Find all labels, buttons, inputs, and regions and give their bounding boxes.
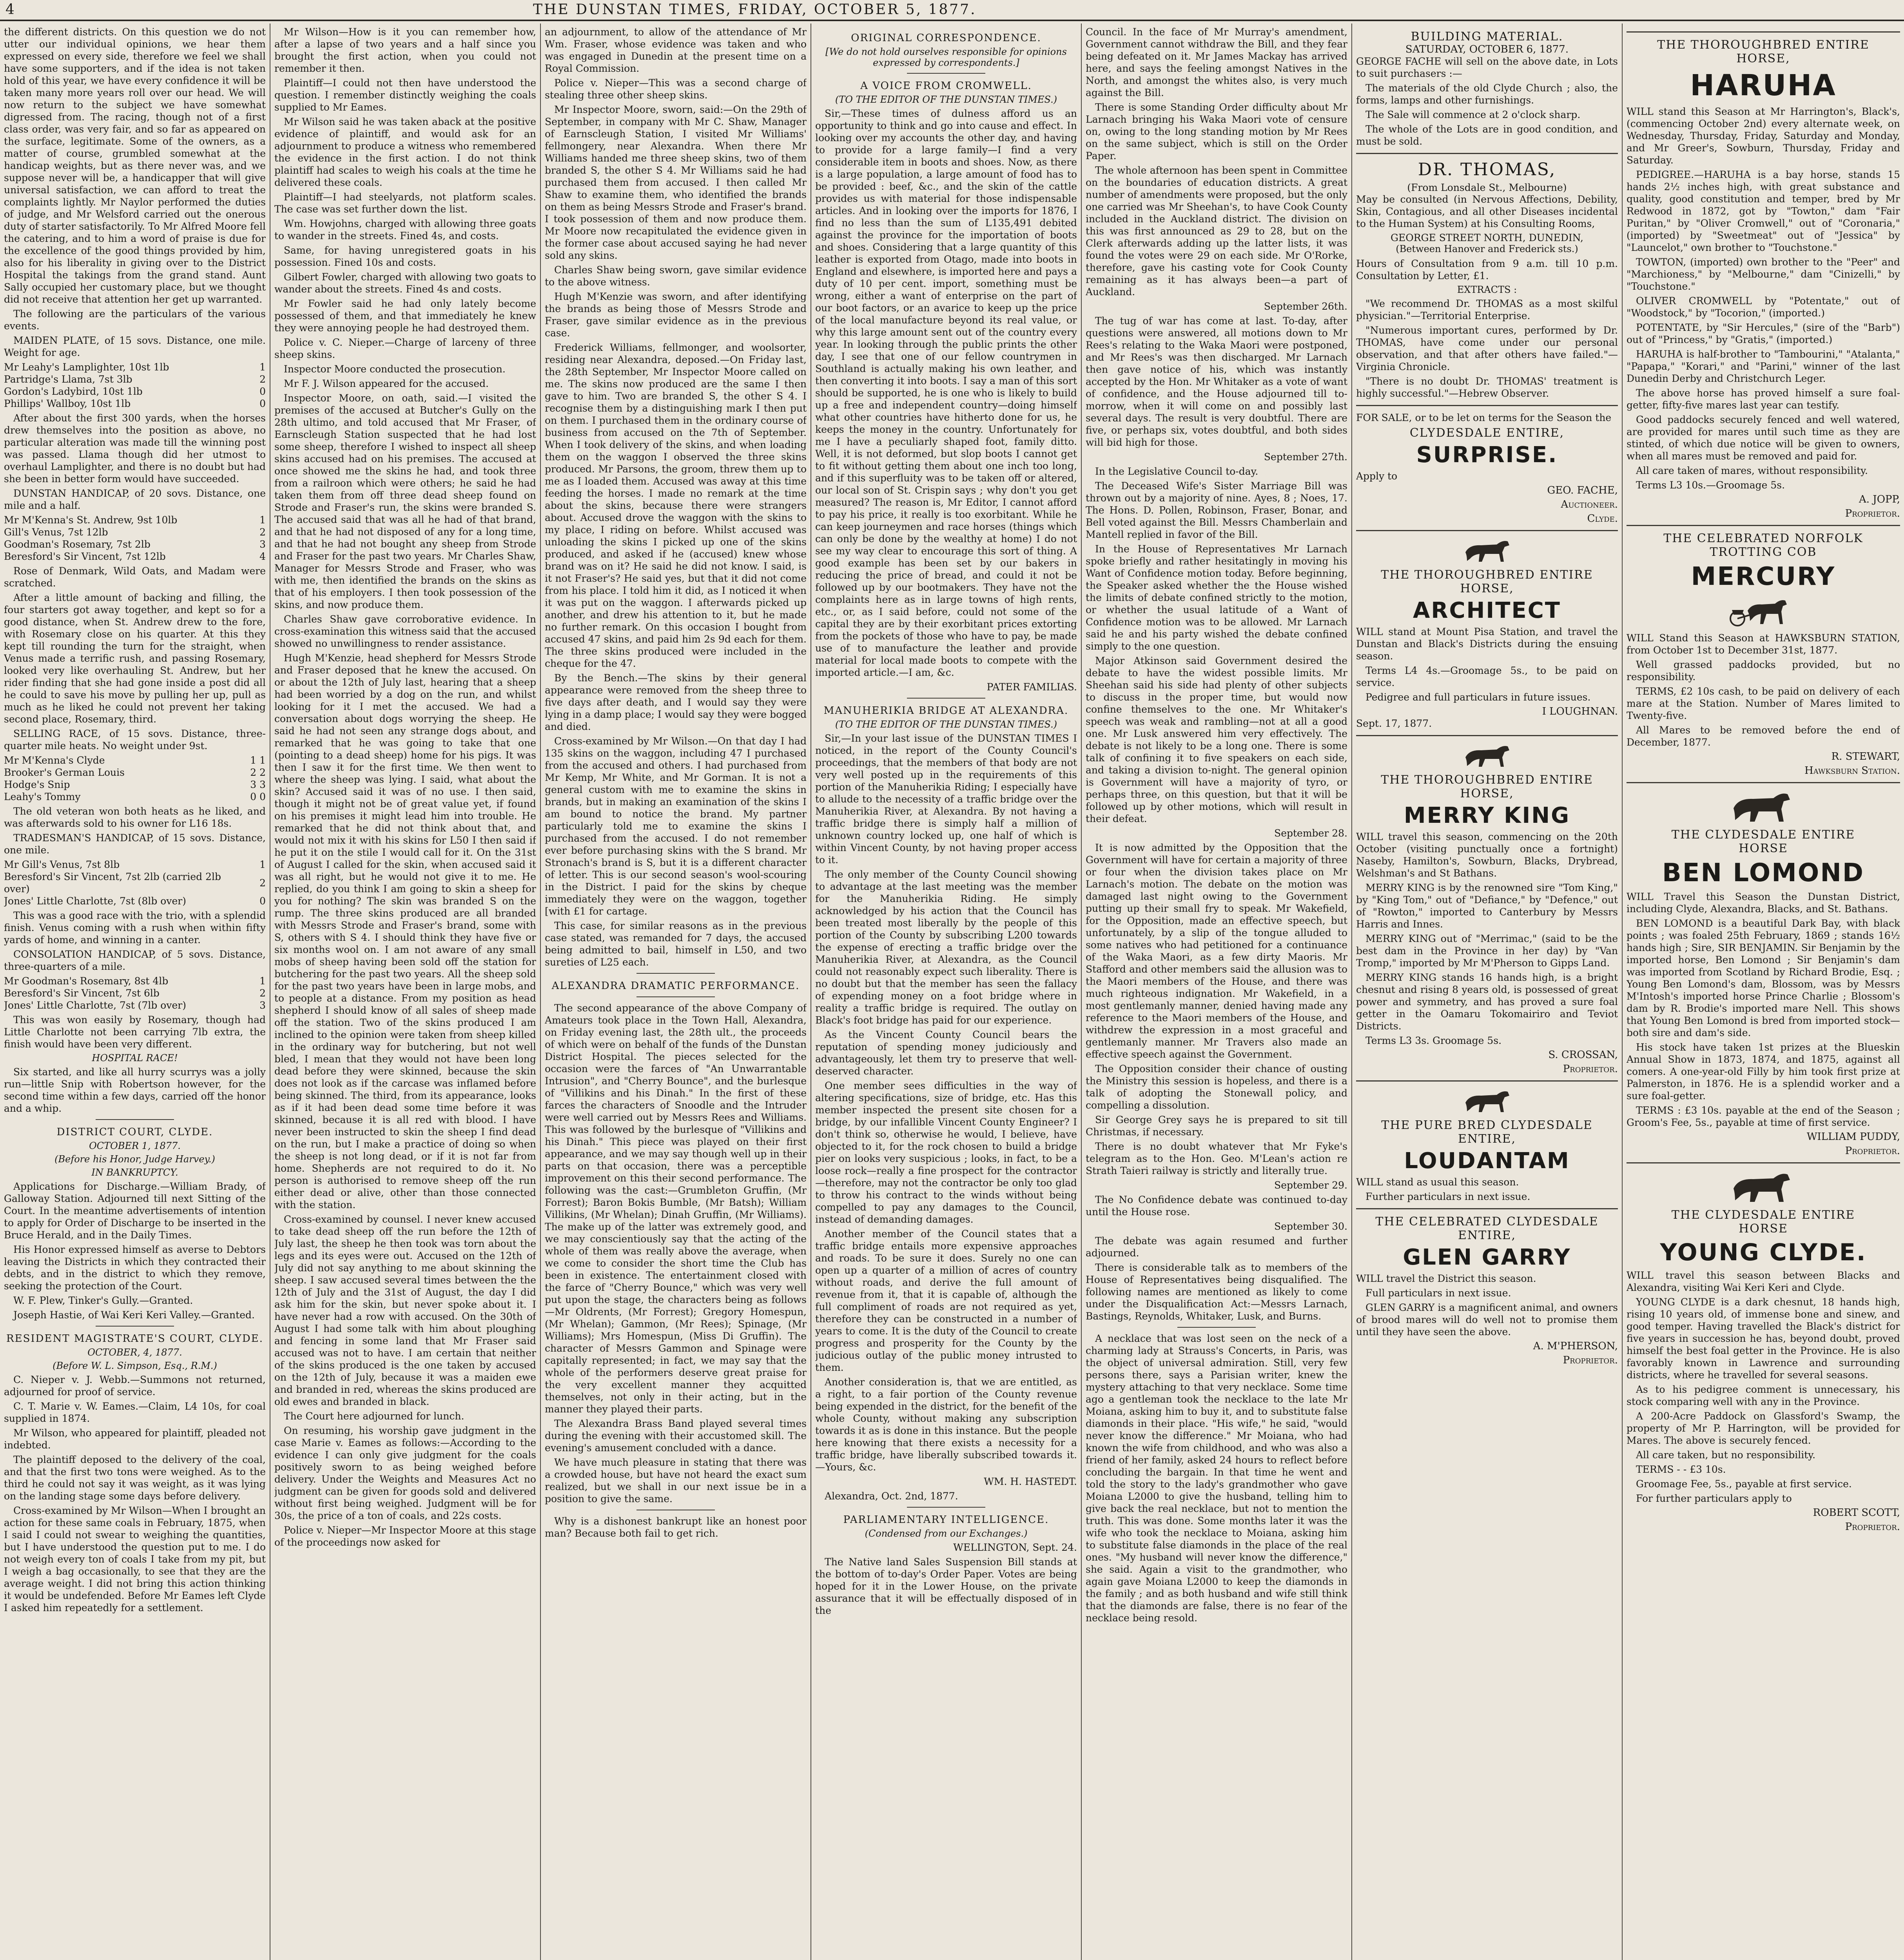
article-paragraph: Police v. C. Nieper.—Charge of larceny of three sheep skins. [274,337,536,360]
ad-text: WILL Stand this Season at HAWKSBURN STATION, from October 1st to December 31st, 1877. [1627,632,1900,656]
article-paragraph: Charles Shaw gave corroborative evidence. In cross-examination this witness said that the accused showed no unwillingness to render assistance. [274,613,536,649]
ad-signature: Proprietor. [1563,1354,1618,1366]
column-4 [815,26,1077,1960]
article-paragraph: Council. In the face of Mr Murray's amendment, Government cannot withdraw the Bill, and they fear being defeated on it. Mr James Mackay has arrived here, and says the feeling amongst Natives in the North, and amongst the whites also, is very much against the Bill. [1086,26,1347,98]
dateline: September 27th. [1264,451,1347,463]
cob-and-cart-icon [1724,595,1802,630]
table-row: Beresford's Sir Vincent, 7st 12lb 4 [4,551,266,562]
article-paragraph: Plaintiff—I had steelyards, not platform scales. The case was set further down the list. [274,191,536,215]
race-results-selling [4,754,266,803]
ad-text: Further particulars in next issue. [1365,1191,1530,1202]
ad-text: All care taken, but no responsibility. [1636,1449,1816,1461]
race-heading: SELLING RACE, of 15 sovs. Distance, three-quarter mile heats. No weight under 9st. [4,728,266,751]
article-paragraph: Six started, and like all hurry scurrys was a jolly run—little Snip with Robertson however, for the second time within a few days, carried off the honor and a whip. [4,1066,266,1114]
ad-heading: TROTTING COB [1710,545,1817,559]
article-paragraph: We have much pleasure in stating that there was a crowded house, but have not heard the exact sum realized, but we shall in our next issue be in a position to give the same. [545,1457,807,1504]
divider [1356,1080,1618,1082]
article-paragraph: There is considerable talk as to members of the House of Representatives being disqualified. The following names are mentioned as likely to come under the Disqualification Act:—Messrs Larnach, Bastings, Reynolds, Whitaker, Lusk, and Burns. [1086,1262,1347,1322]
table-row: Beresford's Sir Vincent, 7st 2lb (carried 2lb over) 2 [4,871,266,895]
ad-text: All Mares to be removed before the end of December, 1877. [1627,724,1900,748]
table-row: Brooker's German Louis 2 2 [4,767,266,778]
article-paragraph: Sir George Grey says he is prepared to sit till Christmas, if necessary. [1086,1114,1347,1138]
column-1 [4,26,266,1960]
article-paragraph: Gilbert Fowler, charged with allowing two goats to wander about the streets. Fined 4s and costs. [274,271,536,295]
dateline: September 30. [1274,1221,1347,1232]
ad-text: POTENTATE, by "Sir Hercules," (sire of the "Barb") out of "Princess," by "Gratis," (imported.) [1627,322,1900,345]
article-paragraph: It is now admitted by the Opposition that the Government will have for certain a majority of three or four when the division takes place on Mr Larnach's motion. The debate on the motion was damaged last night owing to the Government putting up their small fry to speak. Mr Wakefield, for the Opposition, made an effective speech, but unfortunately, by a slip of the tongue alluded to some natives who had petitioned for a continuance of the Waka Maori, as a few dirty Maoris. Mr Stafford and other members said the allusion was to the Maori members of the House, and there was much righteous indignation. Mr Wakefield, in a most gentlemanly manner, denied having made any reference to the Maori members of the House, and withdrew the expression in a most graceful and gentlemanly manner. Mr Travers also made an effective speech against the Government. [1086,842,1347,1060]
sub-heading: (Condensed from our Exchanges.) [865,1528,1028,1539]
article-paragraph: This was a good race with the trio, with a splendid finish. Venus coming with a rush when within fifty yards of home, and winning in a canter. [4,910,266,946]
table-row: Mr Goodman's Rosemary, 8st 4lb 1 [4,975,266,987]
table-row: Hodge's Snip 3 3 [4,779,266,790]
ad-dateline: SATURDAY, OCTOBER 6, 1877. [1405,44,1569,55]
article-paragraph: After about the first 300 yards, when the horses drew themselves into the position as above, no particular alteration was made till the winning post was passed. Llama though did her utmost to overhaul Lamplighter, and there is no doubt but had she been in better form would have succeeded. [4,412,266,485]
letter-paragraph: Sir,—In your last issue of the DUNSTAN TIMES I noticed, in the report of the County Council's proceedings, that the members of that body are not very well posted up in the requirements of this portion of the Manuherikia Riding; I especially have to allude to the necessity of a traffic bridge over the Manuherikia River, at Alexandra. By not having a traffic bridge there is simply half a million of unknown country locked up, one half of which is within Vincent County, by not having proper access to it. [815,733,1077,866]
column-6-ads [1356,26,1618,1960]
sub-heading: IN BANKRUPTCY. [91,1167,178,1178]
divider [1627,525,1900,526]
article-paragraph: The Opposition consider their chance of ousting the Ministry this session is hopeless, and there is a talk of adopting the Stonewall policy, and compelling a dissolution. [1086,1063,1347,1111]
article-paragraph: The Native land Sales Suspension Bill stands at the bottom of to-day's Order Paper. Votes are being hoped for it in the Lower House, on the private assurance that it will be effectually disposed of in the [815,1556,1077,1616]
article-paragraph: Inspector Moore, on oath, said.—I visited the premises of the accused at Butcher's Gully on the 28th ultimo, and told accused that Mr Fraser, of Earnscleugh Station suspected that he had lost some sheep, therefore I wished to inspect all sheep skins accused had on his premises. The accused at once showed me the skins he had, and took three from a railroon which were others; he said he had taken them from off three dead sheep found on Strode and Fraser's run, the skins were branded S. The accused said that was all he had of that brand, and that he had not disposed of any for a long time, and that he had not bought any sheep from Strode and Fraser for the past two years. Mr Charles Shaw, Manager for Messrs Strode and Fraser, who was with me, then identified the brands on the skins as that of his employers. I then took possession of the skins, and now produce them. [274,392,536,610]
ad-text: The materials of the old Clyde Church ; also, the forms, lamps and other furnishings. [1356,82,1618,106]
ad-text: A 200-Acre Paddock on Glassford's Swamp, the property of Mr P. Harrington, will be provided for Mares. The above is securely fenced. [1627,1410,1900,1446]
letter-paragraph: Another member of the Council states that a traffic bridge entails more expensive approaches and roads. To be sure it does. Surely no one can open up a quarter of a million of acres of country without roads, and derive the full amount of revenue from it, that it is capable of, although the full compliment of roads are not required as yet, therefore they can be constructed in a number of years to come. It is the duty of the Council to create progress and prosperity for the County by the judicious outlay of the public money intrusted to them. [815,1228,1077,1373]
ad-heading: THE PURE BRED CLYDESDALE [1381,1118,1593,1132]
editor-note: [We do not hold ourselves responsible for opinions expressed by correspondents.] [825,46,1067,68]
table-row: Gill's Venus, 7st 12lb 2 [4,526,266,538]
article-paragraph: The whole afternoon has been spent in Committee on the boundaries of education districts. A great number of amendments were proposed, but the only one carried was Mr Sheehan's, to have Cook County included in the Auckland district. The division on this was first announced as 29 to 28, but on the Clerk afterwards adding up the latter lists, it was found the votes were 29 on each side. Mr O'Rorke, therefore, gave his casting vote for Cook County remaining as it has always been—a part of Auckland. [1086,165,1347,298]
divider [907,1507,985,1508]
race-results-tradesman [4,858,266,907]
ad-signature: Proprietor. [1845,1145,1900,1157]
letter-paragraph: The only member of the County Council showing to advantage at the last meeting was the member for the Manuherikia Riding. He simply acknowledged by his action that the Council has been treated most liberally by the people of this portion of the County by subscribing L200 towards the expense of erecting a traffic bridge over the Manuherikia River, at Alexandra, as the Council could not reasonably expect such liberality. There is no doubt but that the member has seen the fallacy of expending money on a foot bridge where in reality a traffic bridge is required. The outlay on Black's foot bridge has paid for our experience. [815,869,1077,1026]
divider [1356,405,1618,406]
article-paragraph: The debate was again resumed and further adjourned. [1086,1235,1347,1259]
ad-horse-name: YOUNG CLYDE. [1660,1239,1867,1266]
article-paragraph: The No Confidence debate was continued to-day until the House rose. [1086,1194,1347,1218]
table-row: Mr Gill's Venus, 7st 8lb 1 [4,859,266,870]
article-paragraph: The Court here adjourned for lunch. [284,1410,464,1422]
ad-heading: THE CELEBRATED CLYDESDALE ENTIRE, [1375,1215,1599,1242]
ad-text: MERRY KING stands 16 hands high, is a bright chesnut and rising 8 years old, is possessed of great power and symmetry, and has proved a sure foal getter in the Oamaru Tokomairiro and Teviot Districts. [1356,972,1618,1032]
horse-icon [1462,742,1512,769]
ad-heading: HORSE [1739,842,1788,855]
ad-text: All care taken of mares, without responsibility. [1636,465,1868,476]
ad-heading: HORSE, [1460,787,1514,800]
race-results-consolation [4,975,266,1011]
article-paragraph: Mr Wilson said he was taken aback at the positive evidence of plaintiff, and would ask for an adjournment to produce a witness who remembered the evidence in the first action. I do not think plaintiff had scales to weigh his coals at the time he delivered these coals. [274,116,536,188]
ad-horse-name: GLEN GARRY [1403,1245,1571,1270]
dateline: September 28. [1274,828,1347,839]
article-paragraph: The following are the particulars of the various events. [4,308,266,332]
column-5 [1086,26,1347,1960]
article-paragraph: The second appearance of the above Company of Amateurs took place in the Town Hall, Alexandra, on Friday evening last, the 28th ult., the proceeds of which were on behalf of the funds of the Dunstan District Hospital. The pieces selected for the occasion were the farces of "An Unwarrantable Intrusion", and "Cherry Bounce", and the burlesque of "Villikins and his Dinah." In the first of these farces the characters of Snoodle and the Intruder were well carried out by Messrs Rees and Williams. This was followed by the burlesque of "Villikins and his Dinah." This piece was played on their first appearance, and we may say though well up in their parts on that occasion, there was a perceptible improvement on this their second performance. The following was the cast:—Grumbleton Gruffin, (Mr Forrest); Baron Bokis Bumble, (Mr Batsh); William Villikins, (Mr Whelan); Dinah Gruffin, (Mr Williams). The make up of the latter was extremely good, and we may conscientiously say that the acting of the whole of them was really above the average, when we come to consider the short time the Club has been in existence. The entertainment closed with the farce of "Cherry Bounce," which was very well put upon the stage, the characters being as follows—Mr Oldrents, (Mr Forrest); Gregory Homespun, (Mr Whelan); Gammon, (Mr Rees); Spinage, (Mr Williams); Mrs Homespun, (Miss Di Gruffin). The character of Messrs Gammon and Spinage were capitally represented; in fact, we may say that the whole of the performers deserve great praise for the very excellent manner they acquitted themselves, not only in their acting, but in the manner they played their parts. [545,1002,807,1415]
divider [907,698,985,699]
ad-signature: Proprietor. [1563,1063,1618,1075]
ad-text: TERMS : £3 10s. payable at the end of the Season ; Groom's Fee, 5s., payable at time of first service. [1627,1105,1900,1128]
ad-horse-name: LOUDANTAM [1404,1148,1570,1174]
page-title: THE DUNSTAN TIMES, FRIDAY, OCTOBER 5, 1877. [533,2,977,18]
ad-text: WILL Travel this Season the Dunstan District, including Clyde, Alexandra, Blacks, and St. Bathans. [1627,891,1900,915]
article-paragraph: Cross-examined by Mr Wilson—When I brought an action for these same coals in February, 1875, when I said I could not swear to weighing the quantities, but I have understood the question put to me. I do not weigh every ton of coals I take from my pit, but I weigh a bag occasionally, to see that they are the average weight. I did not bring this action thinking it would be undefended. Before Mr Eames left Clyde I asked him repeatedly for a settlement. [4,1505,266,1613]
ad-signature: Hawksburn Station. [1804,765,1900,777]
letter-paragraph: One member sees difficulties in the way of altering specifications, size of bridge, etc. Has this member inspected the present site chosen for a bridge, by our infallible Vincent County Engineer? I don't think so, otherwise he would, I believe, have objected to it, for the rock chosen to build a bridge pier on looks very suspicious ; looks, in fact, to be a loose rock—really a fine prospect for the contractor—therefore, may not the contractor be only too glad to throw his contract to the winds without being compelled to pay any damages to the Council, instead of demanding damages. [815,1080,1077,1225]
ad-heading: THE THOROUGHBRED ENTIRE [1381,568,1593,582]
article-paragraph: C. Nieper v. J. Webb.—Summons not returned, adjourned for proof of service. [4,1374,266,1397]
divider [636,973,715,974]
divider [636,996,715,997]
ad-quote: "Numerous important cures, performed by Dr. THOMAS, have come under our personal observation, and that after others have failed."—Virginia Chronicle. [1356,325,1618,372]
dateline: September 26th. [1264,301,1347,312]
ad-address: GEORGE STREET NORTH, DUNEDIN, [1391,232,1583,243]
letter-paragraph: Sir,—These times of dulness afford us an opportunity to think and go into cause and effect. In looking over my accounts the other day, and having to provide for a large family—I find a very considerable item in boots and shoes. Now, as there is a large population, a large amount of food has to be provided : beef, &c., and the skin of the cattle provides us with material for those indispensable articles. And in looking over the imports for 1876, I find no less than the sum of L135,491 debited against the province for the importation of boots and shoes. Considering that a large quantity of this leather is exported from Otago, made into boots in England and elsewhere, is imported here and pays a duty of 10 per cent. import, something must be wrong, either a want of enterprise on the part of our boot factors, or an avarice to keep up the price of the local manufacture beyond its real value, or why this large amount sent out of the country every year. In looking through the public prints the other day, I see that one of our fellow countrymen in Southland is actually making his own leather, and then converting it into boots. I say a man of this sort should be supported, he is one who is likely to build up a free and independent country—doing himself what other countries have hitherto done for us, he keeps the money in the country. Unfortunately for me I have a peculiarly shaped foot, family ditto. Well, it is not deformed, but slop boots I cannot get to fit without getting them about one inch too long, and if this superfluity was to be taken off or altered, our local son of St. Crispin says ; why don't you get measured? The reason is, Mr Editor, I cannot afford to pay his price, it really is too exorbitant. While he can keep journeymen and race horses (things which can only be done by the wealthy at home) I do not see my way clear to encourage this sort of thing. A good example has been set by our bakers in reducing the price of bread, and could it not be followed up by our bootmakers. They have not the complaints here as in large towns of high rents, etc., or, as I said before, could not some of the capital they are by their exorbitant prices extorting from the pockets of those who have to pay, be made use of to manufacture the leather and provide material for local made boots to compete with the imported article.—I am, &c. [815,108,1077,678]
ad-text: OLIVER CROMWELL by "Potentate," out of "Woodstock," by "Tocorion," (imported.) [1627,295,1900,319]
article-paragraph: Wm. Howjohns, charged with allowing three goats to wander in the streets. Fined 4s, and costs. [274,218,536,241]
column-rule [1622,24,1623,1960]
dateline: September 29. [1274,1180,1347,1191]
article-paragraph: Applications for Discharge.—William Brady, of Galloway Station. Adjourned till next Sitting of the Court. In the meantime advertisements of intention to apply for Order of Discharge to be inserted in the Bruce Herald, and in the Daily Times. [4,1181,266,1241]
article-paragraph: the different districts. On this question we do not utter our individual opinions, we hear them expressed on every side, therefore we feel we shall have some supporters, and if the idea is not taken hold of this year, we have every confidence it will be taken many more years roll over our head. We will now return to the subject we have somewhat digressed from. The racing, though not of a first class order, was very fair, and so far as appeared on the surface, legitimate. Some of the owners, as a matter of course, grumbled somewhat at the handicap weights, but as there never was, and we suppose never will be, a handicapper that will give universal satisfaction, we can afford to treat the complaints lightly. Mr Naylor performed the duties of judge, and Mr Welsford carried out the onerous duty of starter satisfactorily. To Mr Alfred Moore fell the catering, and to him a word of praise is due for the excellence of the good things provided by him, also for his liberality in giving over to the District Hospital the takings from the grand stand. Aunt Sally occupied her customary place, but we thought did not receive that attention her get up warranted. [4,26,266,305]
column-rule [540,24,541,1960]
race-heading: MAIDEN PLATE, of 15 sovs. Distance, one mile. Weight for age. [4,335,266,358]
article-paragraph: In the Legislative Council to-day. [1095,466,1258,477]
article-paragraph: There is some Standing Order difficulty about Mr Larnach bringing his Waka Maori vote of censure on, owing to the long standing motion by Mr Rees on the same subject, which is still on the Order Paper. [1086,102,1347,162]
race-heading: CONSOLATION HANDICAP, of 5 sovs. Distance, three-quarters of a mile. [4,949,266,972]
ad-text: YOUNG CLYDE is a dark chesnut, 18 hands high, rising 10 years old, of immense bone and sinew, and good temper. Having travelled the Black's district for five years in succession he has, beyond doubt, proved himself the best foal getter in the Province. He is also favorably known in Lawrence and surrounding districts, where he travelled for several seasons. [1627,1296,1900,1381]
article-paragraph: This case, for similar reasons as in the previous case stated, was remanded for 7 days, the accused being admitted to bail, himself in L50, and two sureties of L25 each. [545,920,807,968]
ad-text: FOR SALE, or to be let on terms for the Season the [1356,412,1612,423]
ad-text: His stock have taken 1st prizes at the Blueskin Annual Show in 1873, 1874, and 1875, against all comers. A one-year-old Filly by him took first prize at Palmerston, in 1876. He is a splendid worker and a sure foal-getter. [1627,1042,1900,1102]
ad-text: MERRY KING is by the renowned sire "Tom King," by "King Tom," out of "Defiance," by "Defence," out of "Rowton," imported to Canterbury by Messrs Harris and Innes. [1356,882,1618,930]
table-row: Beresford's Sir Vincent, 7st 6lb 2 [4,987,266,999]
ad-heading: THE CELEBRATED NORFOLK [1663,532,1863,545]
article-paragraph: Charles Shaw being sworn, gave similar evidence to the above witness. [545,264,807,288]
column-2 [274,26,536,1960]
table-row: Jones' Little Charlotte, 7st (8lb over) 0 [4,895,266,907]
ad-address: (Between Hanover and Frederick sts.) [1396,243,1578,254]
ad-text: Full particulars in next issue. [1365,1287,1511,1299]
dateline: OCTOBER, 4, 1877. [87,1347,182,1358]
letter-paragraph: As the Vincent County Council bears the reputation of spending money judiciously and advantageously, let them try to preserve that well-deserved character. [815,1029,1077,1077]
ad-signature: Proprietor. [1845,1521,1900,1533]
divider [1627,782,1900,783]
table-row: Goodman's Rosemary, 7st 2lb 3 [4,539,266,550]
ad-signature: A. JOPP, [1859,494,1900,505]
table-row: Mr M'Kenna's St. Andrew, 9st 10lb 1 [4,514,266,526]
horse-icon [1462,1087,1512,1114]
ad-signature: GEO. FACHE, [1547,485,1618,496]
ad-horse-name: HARUHA [1690,69,1837,102]
article-paragraph: The Alexandra Brass Band played several times during the evening with their accustomed skill. The evening's amusement concluded with a dance. [545,1418,807,1454]
article-paragraph: Why is a dishonest bankrupt like an honest poor man? Because both fail to get rich. [545,1515,807,1539]
ad-signature: Auctioneer. [1561,499,1618,510]
article-paragraph: Rose of Denmark, Wild Oats, and Madam were scratched. [4,565,266,589]
ad-subheading: (From Lonsdale St., Melbourne) [1407,182,1567,193]
article-paragraph: After a little amount of backing and filling, the four starters got away together, and kept so for a good distance, when St. Andrew drew to the fore, with Rosemary close on his quarter. At this they kept till rounding the turn for the straight, when Venus made a terrific rush, and passing Rosemary, looked very like overhauling St. Andrew, but her rider finding that she had gone inside a post did all he could to save his move by pulling her up, pull as much as he liked he could not prevent her taking second place, Rosemary, third. [4,592,266,725]
article-paragraph: On resuming, his worship gave judgment in the case Marie v. Eames as follows:—According to the evidence I can only give judgment for the coals positively sworn to as being weighed before delivery. Under the Weights and Measures Act no judgment can be given for goods sold and delivered without first being weighed. Judgment will be for 30s, the price of a ton of coals, and 22s costs. [274,1425,536,1521]
divider [1356,153,1618,154]
ad-heading: HORSE [1739,1222,1788,1236]
divider [1356,1208,1618,1209]
ad-text: BEN LOMOND is a beautiful Dark Bay, with black points ; was foaled 25th February, 1869 ; stands 16½ hands high ; Sire, SIR BENJAMIN. Sir Benjamin by the imported horse, Ben Lomond ; Sir Benjamin's dam was imported from Scotland by Richard Brodie, Esq. ; Young Ben Lomond's dam, Blossom, was by Messrs M'Intosh's imported horse Prince Charlie ; Blossom's dam by R. Brodie's imported mare Nell. This shows that Young Ben Lomond is bred from imported stock—both sire and dam's side. [1627,918,1900,1038]
article-paragraph: Same, for having unregistered goats in his possession. Fined 10s and costs. [274,245,536,268]
ad-horse-name: MERCURY [1691,562,1836,591]
ad-signature: S. CROSSAN, [1548,1049,1618,1061]
ad-quote: "We recommend Dr. THOMAS as a most skilful physician."—Territorial Enterprise. [1356,298,1618,321]
article-paragraph: The Deceased Wife's Sister Marriage Bill was thrown out by a majority of nine. Ayes, 8 ; Noes, 17. The Hons. D. Pollen, Robinson, Fraser, Bonar, and Bell voted against the Bill. Messrs Chamberlain and Mantell replied in favor of the Bill. [1086,480,1347,540]
ad-text: For further particulars apply to [1636,1493,1792,1504]
ad-horse-name: SURPRISE. [1416,442,1558,468]
divider [1177,1327,1256,1328]
horse-icon [1462,537,1512,564]
section-heading: ORIGINAL CORRESPONDENCE. [851,32,1041,44]
ad-text: May be consulted (in Nervous Affections, Debility, Skin, Contagious, and all other Diseases incidental to the Human System) at his Consulting Rooms, [1356,194,1618,229]
divider [96,1119,174,1120]
ad-heading: THE CLYDESDALE ENTIRE [1671,1208,1855,1222]
court-before: (Before W. L. Simpson, Esq., R.M.) [53,1360,217,1371]
ad-text: WILL travel the District this season. [1356,1273,1536,1284]
letter-place: Alexandra, Oct. 2nd, 1877. [825,1490,958,1502]
ad-text: The whole of the Lots are in good condition, and must be sold. [1356,123,1618,147]
ad-heading: THE CLYDESDALE ENTIRE [1671,828,1855,842]
ad-heading: BUILDING MATERIAL. [1411,30,1563,44]
article-paragraph: Mr F. J. Wilson appeared for the accused. [284,378,489,389]
ad-horse-name: BEN LOMOND [1662,858,1865,887]
article-paragraph: His Honor expressed himself as averse to Debtors leaving the Districts in which they contracted their debts, and in the district to which they remove, seeking the protection of the Court. [4,1244,266,1292]
ad-heading: THE THOROUGHBRED ENTIRE [1381,773,1593,787]
ad-signature: WILLIAM PUDDY, [1806,1131,1900,1143]
divider [96,1326,174,1327]
ad-text: PEDIGREE.—HARUHA is a bay horse, stands 15 hands 2½ inches high, with great substance and quality, good constitution and temper, bred by Mr Redwood in 1872, got by "Towton," dam "Fair Puritan," by "Oliver Cromwell," out of "Coronaria," (imported) by "Sweetmeat" out of "Jessica" by "Launcelot," own brother to "Touchstone." [1627,169,1900,253]
article-paragraph: Inspector Moore conducted the prosecution. [284,363,506,375]
page-number: 4 [5,2,16,18]
section-heading: MANUHERIKIA BRIDGE AT ALEXANDRA. [823,705,1069,717]
ad-horse-name: MERRY KING [1404,803,1570,828]
table-row: Gordon's Ladybird, 10st 1lb 0 [4,386,266,397]
column-3 [545,26,807,1960]
ad-signature: A. M'PHERSON, [1533,1340,1618,1352]
ad-text: WILL travel this season, commencing on the 20th October (visiting punctually once a fortnight) Naseby, Hamilton's, Sowburn, Blacks, Drybread, Welshman's and St Bathans. [1356,831,1618,879]
ad-text: TOWTON, (imported) own brother to the "Peer" and "Marchioness," by "Melbourne," dam "Cinizelli," by "Touchstone." [1627,256,1900,292]
ad-text: GLEN GARRY is a magnificent animal, and owners of brood mares will do well not to promise them until they have seen the above. [1356,1302,1618,1338]
race-heading: TRADESMAN'S HANDICAP, of 15 sovs. Distance, one mile. [4,832,266,856]
divider [1627,1162,1900,1163]
ad-text: WILL travel this season between Blacks and Alexandra, visiting Wai Keri Keri and Clyde. [1627,1270,1900,1293]
article-paragraph: Major Atkinson said Government desired the debate to have the widest possible limits. Mr Sheehan said his side had plenty of other subjects to discuss in the proper time, but would now confine themselves to the one. Mr Whitaker's speech was weak and rambling—not at all a good one. Mr Lusk answered him very effectively. The debate is not likely to be a long one. There is some talk of confining it to five speakers on each side, and taking a division to-night. The general opinion is Government will have a majority of tyro, or perhaps three, on this question, but that it will be followed up by other motions, which will result in their defeat. [1086,655,1347,824]
sub-heading: (TO THE EDITOR OF THE DUNSTAN TIMES.) [835,94,1057,105]
column-rule [1351,24,1352,1960]
table-row: Partridge's Llama, 7st 3lb 2 [4,374,266,385]
divider [907,73,985,74]
table-row: Mr M'Kenna's Clyde 1 1 [4,755,266,766]
divider [1627,31,1900,33]
table-row: Mr Leahy's Lamplighter, 10st 1lb 1 [4,361,266,373]
ad-signature: Clyde. [1587,513,1618,524]
table-row: Leahy's Tommy 0 0 [4,791,266,802]
article-paragraph: Mr Inspector Moore, sworn, said:—On the 29th of September, in company with Mr C. Shaw, Manager of Earnscleugh Station, I visited Mr Williams' fellmongery, near Alexandra. When there Mr Williams handed me three sheep skins, two of them branded S, the other S 4. Mr Williams said he had purchased them from accused. I then called Mr Shaw to examine them, who identified the brands on them as being Messrs Strode and Fraser's brand. I took possession of them and now produce them. Mr Moore now recapitulated the evidence given in the former case about accused saying he had never sold any skins. [545,104,807,261]
ad-text: Terms L4 4s.—Groomage 5s., to be paid on service. [1356,665,1618,688]
section-heading: DISTRICT COURT, CLYDE. [56,1126,213,1138]
ad-signature: Proprietor. [1845,508,1900,519]
race-heading: DUNSTAN HANDICAP, of 20 sovs. Distance, one mile and a half. [4,488,266,511]
divider [1356,735,1618,736]
section-heading: PARLIAMENTARY INTELLIGENCE. [843,1514,1049,1526]
ad-text: TERMS - - £3 10s. [1636,1464,1726,1475]
article-paragraph: Hugh M'Kenzie was sworn, and after identifying the brands as being those of Messrs Strode and Fraser, gave similar evidence as in the previous case. [545,291,807,339]
column-rule [1081,24,1082,1960]
article-paragraph: Police v. Nieper—This was a second charge of stealing three other sheep skins. [545,77,807,101]
ad-text: Terms L3 10s.—Groomage 5s. [1636,479,1785,491]
ad-text: Apply to [1356,470,1398,482]
ad-text: Pedigree and full particulars in future issues. [1365,691,1591,703]
article-paragraph: This was won easily by Rosemary, though had Little Charlotte not been carrying 7lb extra, the finish would have been very different. [4,1014,266,1050]
ad-text: HARUHA is half-brother to "Tambourini," "Atalanta," "Papapa," "Korari," and "Parini," winner of the last Dunedin Derby and Christchurch Leger. [1627,348,1900,384]
horse-icon [1728,1169,1799,1204]
race-results-maiden [4,361,266,410]
ad-text: Hours of Consultation from 9 a.m. till 10 p.m. Consultation by Letter, £1. [1356,258,1618,281]
court-before: (Before his Honor, Judge Harvey.) [54,1154,215,1165]
dateline: OCTOBER 1, 1877. [89,1140,181,1151]
ad-signature: I LOUGHNAN. [1542,706,1618,717]
article-paragraph: W. F. Plew, Tinker's Gully.—Granted. [13,1295,193,1306]
article-paragraph: Mr Fowler said he had only lately become possessed of them, and that immediately he knew they were annoying people he had destroyed them. [274,298,536,334]
ad-text: Well grassed paddocks provided, but no responsibility. [1627,659,1900,682]
divider [1356,530,1618,531]
article-paragraph: Plaintiff—I could not then have understood the question. I remember distinctly weighing the coals supplied to Mr Eames. [274,77,536,113]
ad-text: WILL stand this Season at Mr Harrington's, Black's, (commencing October 2nd) every alternate week, on Wednesday, Thursday, Friday, Saturday and Monday, and Mr Greer's, Sowburn, Thursday, Friday and Saturday. [1627,106,1900,166]
ad-text: GEORGE FACHE will sell on the above date, in Lots to suit purchasers :— [1356,56,1618,79]
ad-heading: HORSE, [1460,582,1514,595]
ad-heading: ENTIRE, [1458,1132,1516,1146]
ad-heading: DR. THOMAS, [1418,160,1556,180]
article-paragraph: The tug of war has come at last. To-day, after questions were answered, all motions down to Mr Rees's relating to the Waka Maori were postponed, and Mr Rees's was then discharged. Mr Larnach then gave notice of his, which was instantly accepted by the Hon. Mr Whitaker as a vote of want of confidence, and the House adjourned till to-morrow, when it will come on and possibly last several days. The result is very doubtful. There are five, or perhaps six, votes doubtful, and both sides will bid high for those. [1086,315,1347,448]
article-paragraph: There is no doubt whatever that Mr Fyke's telegram as to the Hon. Geo. M'Lean's action re Strath Taieri railway is strictly and literally true. [1086,1141,1347,1176]
race-results-dunstan [4,514,266,563]
article-paragraph: Hugh M'Kenzie, head shepherd for Messrs Strode and Fraser deposed that he knew the accused. On or about the 12th of July last, hearing that a sheep had been worried by a dog on the run, and whilst looking for it I met the accused. We had a conversation about dogs worrying the sheep. He said he had not seen any strange dogs about, and remarked that he was going to take that one (pointing to a dead sheep) home for his pigs. It was then I saw it for the first time. We then went to where the sheep was lying. I said, what about the skin? Accused said it was of no use. I then said, though it might not be of great value yet, if found on his premises it might lead him into trouble. He remarked that he did not think about that, and would not mix it with his skins for L50 I then said if he put it on the stile I would call for it. On the 31st of August I called for the skin, when accused said it was all right, but he would not give it to me. He replied, do you think I am going to skin a sheep for you for nothing? The skin was branded S on the rump. The three skins produced are all branded with Messrs Strode and Fraser's brand, some with S, others with S 4. I should think they have five or six months wool on. I am not aware of any small mobs of sheep having been sold off the station for butchering for the past two years. All the sheep sold for the past two years have been in large mobs, and to people at a distance. From my position as head shepherd I should know of all sales of sheep made off the station. Two of the skins produced I am inclined to the opinion were taken from sheep killed in the ordinary way for butchering, but not well bled, I mean that they would not have been long dead before they were skinned, because the skin does not look as if the carcase was inflamed before being skinned. The third, from its appearance, looks as if it had been dead some time before it was skinned, because it is all red with blood. I have never been instructed to skin the sheep I find dead on the run, but I make a practice of doing so when the sheep is not long dead, or if it is not far from home. Shepherds are not required to do it. No person is authorised to remove sheep off the run either dead or alive, other than those connected with the station. [274,652,536,1210]
column-7-ads [1627,26,1900,1960]
article-paragraph: C. T. Marie v. W. Eames.—Claim, L4 10s, for coal supplied in 1874. [4,1401,266,1424]
ad-text: WILL stand at Mount Pisa Station, and travel the Dunstan and Black's Districts during the ensuing season. [1356,626,1618,662]
letter-signature: PATER FAMILIAS. [986,681,1077,693]
masthead [0,0,1904,21]
race-heading: HOSPITAL RACE! [92,1053,178,1063]
ad-text: Terms L3 3s. Groomage 5s. [1365,1035,1502,1046]
ad-text: WILL stand as usual this season. [1356,1176,1519,1188]
ad-text: The Sale will commence at 2 o'clock sharp. [1365,109,1581,120]
ad-text: MERRY KING out of "Merrimac," (said to be the best dam in the Province in her day) by "Van Tromp," imported by Mr M'Pherson to Gipps Land. [1356,933,1618,969]
article-paragraph: A necklace that was lost seen on the neck of a charming lady at Strauss's Concerts, in Paris, was the object of universal admiration. Still, very few persons there, says a Parisian writer, knew the mystery attaching to that very necklace. Some time ago a gentleman took the necklace to the late Mr Moiana, asking him to buy it, and to substitute false diamonds in their place. "His wife," he said, "would never know the difference." Mr Moiana, who had known the wife from childhood, and who was also a friend of her family, asked 24 hours to reflect before concluding the bargain. In that time he went and told the story to the lady's grandmother who gave Moiana L2000 to give the husband, telling him to give back the real necklace, but not to mention the truth. This was done. Some months later it was the wife who took the necklace to Moiana, asking him to substitute false diamonds in the place of the real ones. "My husband will never know the difference," she said. Again a visit to the grandmother, who again gave Moiana L2000 to keep the diamonds in the family ; and as both husband and wife still think that the diamonds are false, there is no fear of the necklace being resold. [1086,1333,1347,1624]
ad-text: As to his pedigree comment is unnecessary, his stock comparing well with any in the Province. [1627,1384,1900,1407]
letter-paragraph: Another consideration is, that we are entitled, as a right, to a fair portion of the County revenue being expended in the district, for the benefit of the whole County, without making any subscription towards it as is done in this instance. But the people here knowing that there exists a necessity for a traffic bridge, have liberally subscribed towards it.—Yours, &c. [815,1376,1077,1473]
ad-signature: R. STEWART, [1831,751,1900,762]
ad-text: Good paddocks securely fenced and well watered, are provided for mares until such time as they are stinted, of which due notice will be given to owners, when all mares must be removed and paid for. [1627,414,1900,462]
section-heading: RESIDENT MAGISTRATE'S COURT, CLYDE. [6,1333,263,1345]
article-paragraph: Frederick Williams, fellmonger, and woolsorter, residing near Alexandra, deposed.—On Friday last, the 28th September, Mr Inspector Moore called on me. The skins now produced are the same I then gave to him. Two are branded S, the other S 4. I recognise them by a distinguishing mark I then put on them. I purchased them in the ordinary course of business from accused on the 7th of September. When I took delivery of the skins, and when loading them on the waggon I observed the three skins produced. Mr Parsons, the groom, threw them up to me as I loaded them. Accused was away at this time feeding the horses. I made no remark at the time about the skins, because there were strangers about. Accused drove the waggon with the skins to my place, I riding on before. Whilst accused was unloading the skins I picked up one of the skins produced, and asked if he (accused) knew whose brand was on it? He said he did not know. I said, is it not Fraser's? He said yes, but that it did not come from his place. I told him it did, as I noticed it when it was put on the waggon. I afterwards picked up another, and drew his attention to it, but he made no further remark. On this occasion I bought from accused 47 skins, and paid him 2s 9d each for them. The three skins produced were included in the cheque for the 47. [545,342,807,669]
table-row: Jones' Little Charlotte, 7st (7lb over) 3 [4,1000,266,1011]
article-paragraph: Police v. Nieper—Mr Inspector Moore at this stage of the proceedings now asked for [274,1524,536,1548]
article-paragraph: The plaintiff deposed to the delivery of the coal, and that the first two tons were weighed. As to the third he could not say it was weight, as it was lying on the landing stage some days before delivery. [4,1454,266,1502]
ad-subheading: EXTRACTS : [1457,284,1517,295]
article-paragraph: Mr Wilson, who appeared for plaintiff, pleaded not indebted. [4,1427,266,1451]
ad-text: The above horse has proved himself a sure foal-getter, fifty-five mares last year can testify. [1627,387,1900,411]
table-row: Phillips' Wallboy, 10st 1lb 0 [4,398,266,409]
ad-signature: ROBERT SCOTT, [1813,1507,1900,1519]
section-heading: ALEXANDRA DRAMATIC PERFORMANCE. [551,980,800,992]
ad-text: Groomage Fee, 5s., payable at first service. [1636,1478,1852,1490]
article-paragraph: Mr Wilson—How is it you can remember how, after a lapse of two years and a half since you brought the first action, when you could not remember it then. [274,26,536,74]
ad-quote: "There is no doubt Dr. THOMAS' treatment is highly successful."—Hebrew Observer. [1356,376,1618,399]
article-paragraph: Cross-examined by Mr Wilson.—On that day I had 135 skins on the waggon, including 47 I purchased from the accused and others. I had purchased from Mr Kemp, Mr White, and Mr Gorman. It is not a general custom with me to examine the skins in brands, but in making an examination of the skins I am bound to notice the brand. My partner particularly told me to examine the skins I purchased from the accused. I do not remember ever before purchasing skins with the S brand. Mr Stronach's brand is S, but it is a different character of letter. This is our second season's wool-scouring in the District. I paid for the skins by cheque immediately they were on the waggon, together [with £1 for cartage. [545,735,807,917]
dateline: WELLINGTON, Sept. 24. [953,1542,1077,1553]
article-paragraph: By the Bench.—The skins by their general appearance were removed from the sheep three to five days after death, and I would say they were lying in a damp place; I would say they were bogged and died. [545,672,807,732]
ad-heading: CLYDESDALE ENTIRE, [1409,426,1565,440]
letter-signature: WM. H. HASTEDT. [984,1476,1077,1487]
horse-icon [1728,789,1799,824]
article-paragraph: In the House of Representatives Mr Larnach spoke briefly and rather hesitatingly in moving his Want of Confidence motion today. Before beginning, the Speaker asked whether the the House wished the limits of debate confined strictly to the motion, or whether the usual latitude of a Want of Confidence motion was to be allowed. Mr Larnach said he and his party wished the debate confined simply to the one question. [1086,543,1347,652]
article-paragraph: an adjournment, to allow of the attendance of Mr Wm. Fraser, whose evidence was taken and who was engaged in Dunedin at the present time on a Royal Commission. [545,26,807,74]
ad-text: TERMS, £2 10s cash, to be paid on delivery of each mare at the Station. Number of Mares limited to Twenty-five. [1627,686,1900,721]
section-heading: A VOICE FROM CROMWELL. [860,80,1032,92]
ad-heading: HORSE, [1736,52,1790,65]
sub-heading: (TO THE EDITOR OF THE DUNSTAN TIMES.) [835,719,1057,730]
article-paragraph: Joseph Hastie, of Wai Keri Keri Valley.—Granted. [13,1309,255,1321]
ad-date: Sept. 17, 1877. [1356,718,1432,729]
article-paragraph: Cross-examined by counsel. I never knew accused to take dead sheep off the run before the 12th of July last, the sheep he then took was torn about the legs and its eyes were out. Accused on the 12th of July did not say anything to me about skinning the sheep. I saw accused several times between the the 12th of July and the 31st of August, the day I did ask him for the skin, but never spoke about it. I have never had a row with accused. On the 30th of August I had some talk with him about ploughing and fencing in some land that Mr Fraser said accused was not to have. I am certain that neither of the skins produced is the one taken by accused on the 12th of July, because it was a maiden ewe and branded in red, whereas the skins produced are old ewes and branded in black. [274,1214,536,1407]
ad-heading: THE THOROUGHBRED ENTIRE [1657,38,1870,52]
ad-horse-name: ARCHITECT [1413,598,1561,623]
article-paragraph: The old veteran won both heats as he liked, and was afterwards sold to his owner for L16 18s. [4,806,266,829]
